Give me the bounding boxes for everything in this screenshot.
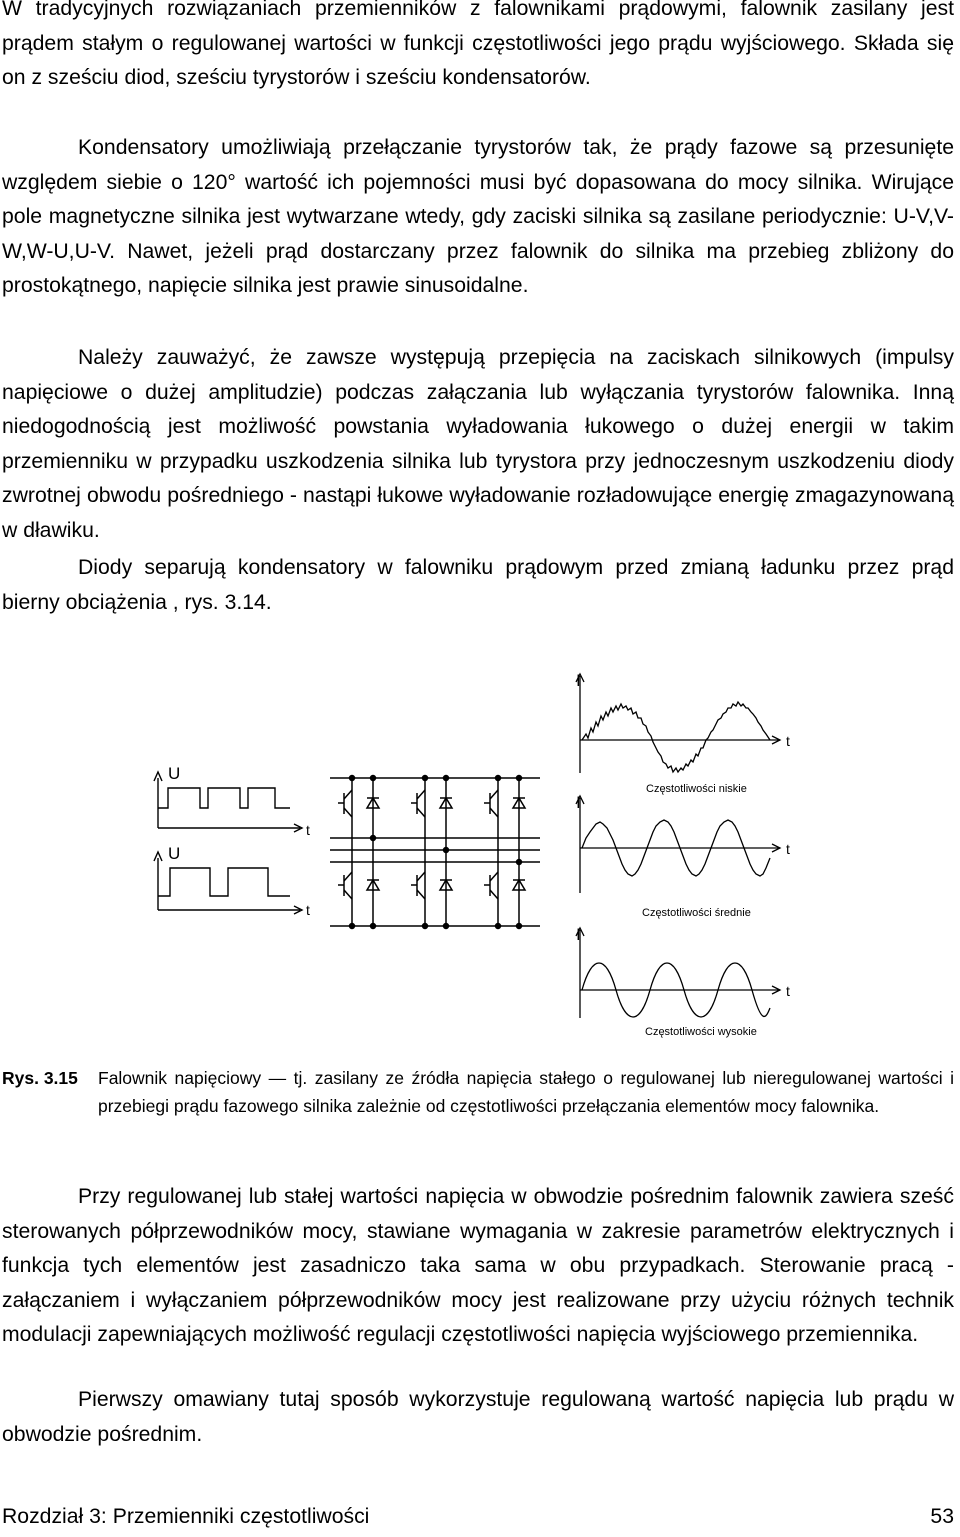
inverter-bridge — [330, 776, 540, 929]
inverter-figure — [130, 668, 810, 1043]
low-freq-waveform — [582, 702, 770, 772]
chapter-title: Rozdział 3: Przemienniki częstotliwości — [2, 1505, 370, 1528]
plot-medium-frequency — [576, 793, 790, 919]
plot1-axis-i: I — [576, 671, 581, 690]
plot1-axis-t: t — [786, 733, 790, 749]
plot2-axis-t: t — [786, 841, 790, 857]
bridge-leg-3 — [484, 778, 525, 926]
plot3-axis-i: I — [576, 925, 581, 944]
left-waveforms — [154, 772, 302, 914]
plot-low-frequency — [576, 671, 790, 795]
plot3-caption: Częstotliwości wysokie — [645, 1026, 757, 1038]
paragraph-2: Kondensatory umożliwiają przełączanie tyrystorów tak, że prądy fazowe są przesunięte względem siebie o 120° wartość ich pojemności musi być dopasowana do mocy silnika. Wirujące pole magnetyczne silnika jest wytwarzane wtedy, gdy zaciski silnika są zasilane periodycznie: U-V,V-W,W-U,U-V. Nawet, jeżeli prąd dostarczany przez falownik do silnika ma przebieg zbliżony do prostokątnego, napięcie silnika jest prawie sinusoidalne. — [2, 136, 954, 297]
paragraph-4: Diody separują kondensatory w falowniku prądowym przed zmianą ładunku przez prąd bierny obciążenia , rys. 3.14. — [2, 556, 954, 614]
plot1-caption: Częstotliwości niskie — [646, 783, 747, 795]
plot2-axis-i: I — [576, 793, 581, 812]
left-axis-u2: U — [168, 844, 181, 863]
paragraph-6: Pierwszy omawiany tutaj sposób wykorzystuje regulowaną wartość napięcia lub prądu w obwodzie pośrednim. — [2, 1388, 954, 1446]
page-number: 53 — [930, 1505, 954, 1528]
paragraph-3: Należy zauważyć, że zawsze występują przepięcia na zaciskach silnikowych (impulsy napięciowe o dużej amplitudzie) podczas załączania lub wyłączania tyrystorów falownika. Inną niedogodnością jest możliwość powstania wyładowania łukowego o dużej energii w takim przemienniku w przypadku uszkodzenia silnika lub tyrystora przy jednoczesnym uszkodzeniu diody zwrotnej obwodu pośredniego - nastąpi łukowe wyładowanie rozładowujące energię zmagazynowaną w dławiku. — [2, 346, 954, 542]
left-axis-t2: t — [306, 902, 310, 918]
left-axis-u1: U — [168, 764, 181, 783]
paragraph-1: W tradycyjnych rozwiązaniach przemienników z falownikami prądowymi, falownik zasilany jest prądem stałym o regulowanej wartości w funkcji częstotliwości jego prądu wyjściowego. Składa się on z sześciu diod, sześciu tyrystorów i sześciu kondensatorów. — [2, 0, 954, 89]
paragraph-5: Przy regulowanej lub stałej wartości napięcia w obwodzie pośrednim falownik zawiera sześć sterowanych półprzewodników mocy, stawiane wymagania w zakresie parametrów elektrycznych i funkcja tych elementów jest zasadniczo taka sama w obu przypadkach. Sterowanie pracą - załączaniem i wyłączaniem półprzewodników mocy jest realizowane przy użyciu różnych technik modulacji zapewniających możliwość regulacji częstotliwości napięcia wyjściowego przemiennika. — [2, 1185, 954, 1346]
plot-high-frequency — [576, 925, 790, 1038]
plot2-caption: Częstotliwości średnie — [642, 907, 751, 919]
plot3-axis-t: t — [786, 983, 790, 999]
figure-caption-text: Falownik napięciowy — tj. zasilany ze źródła napięcia stałego o regulowanej lub nieregulowanej wartości i przebiegi prądu fazowego silnika zależnie od częstotliwości przełączania elementów mocy falownika. — [98, 1068, 954, 1116]
page-footer — [2, 1500, 954, 1534]
figure-caption-label: Rys. 3.15 — [2, 1068, 78, 1088]
left-axis-t1: t — [306, 822, 310, 838]
bridge-leg-1 — [338, 778, 379, 926]
